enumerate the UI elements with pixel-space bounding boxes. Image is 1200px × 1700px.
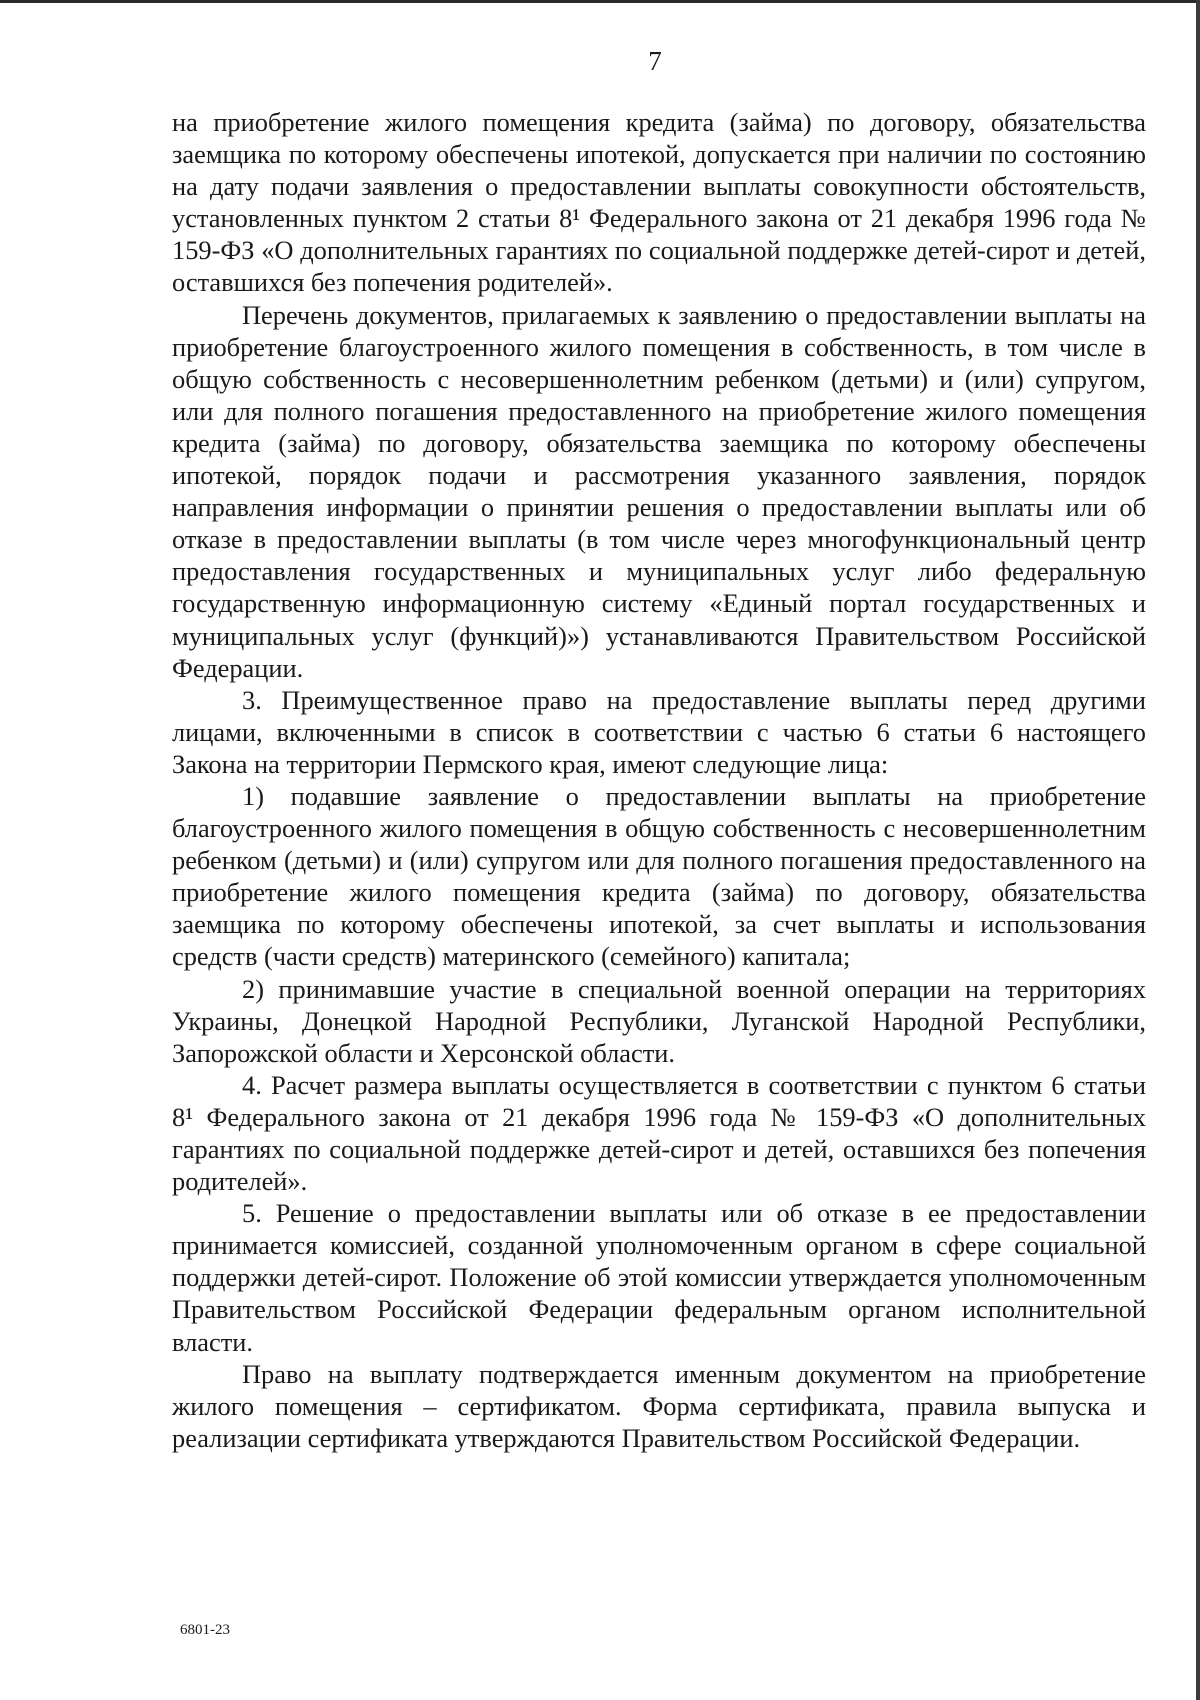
paragraph-clause-3-item-1: 1) подавшие заявление о предоставлении выплаты на приобретение благоустроенного жилого помещения в общую собственность с несовершеннолетним ребенком (детьми) и (или) супругом или для полного погашения предоставленного на приобретение жилого помещения кредита (займа) по договору, обязательства заемщика по которому обеспечены ипотекой, за счет выплаты и использования средств (части средств) материнского (семейного) капитала; <box>172 780 1146 972</box>
document-code: 6801-23 <box>180 1622 230 1638</box>
paragraph-clause-5: 5. Решение о предоставлении выплаты или об отказе в ее предоставлении принимается комиссией, созданной уполномоченным органом в сфере социальной поддержки детей-сирот. Положение об этой комиссии утверждается уполномоченным Правительством Российской Федерации федеральным органом исполнительной власти. <box>172 1198 1146 1357</box>
page-number: 7 <box>648 46 662 76</box>
paragraph-clause-3: 3. Преимущественное право на предоставление выплаты перед другими лицами, включенными в список в соответствии с частью 6 статьи 6 настоящего Закона на территории Пермского края, имеют следующие лица: <box>172 684 1146 779</box>
paragraph-continuation: на приобретение жилого помещения кредита (займа) по договору, обязательства заемщика по которому обеспечены ипотекой, допускается при наличии по состоянию на дату подачи заявления о предоставлении выплаты совокупности обстоятельств, установленных пунктом 2 статьи 8¹ Федерального закона от 21 декабря 1996 года № 159-ФЗ «О дополнительных гарантиях по социальной поддержке детей-сирот и детей, оставшихся без попечения родителей». <box>172 107 1146 298</box>
paragraph-documents-list: Перечень документов, прилагаемых к заявлению о предоставлении выплаты на приобретение благоустроенного жилого помещения в собственность, в том числе в общую собственность с несовершеннолетним ребенком (детьми) и (или) супругом, или для полного погашения предоставленного на приобретение жилого помещения кредита (займа) по договору, обязательства заемщика по которому обеспечены ипотекой, порядок подачи и рассмотрения указанного заявления, порядок направления информации о принятии решения о предоставлении выплаты или об отказе в предоставлении выплаты (в том числе через многофункциональный центр предоставления государственных и муниципальных услуг либо федеральную государственную информационную систему «Единый портал государственных и муниципальных услуг (функций)») устанавливаются Правительством Российской Федерации. <box>172 299 1146 683</box>
paragraph-clause-3-item-2: 2) принимавшие участие в специальной военной операции на территориях Украины, Донецкой Народной Республики, Луганской Народной Республики, Запорожской области и Херсонской области. <box>172 973 1146 1068</box>
scan-edge-top <box>0 0 1200 3</box>
scan-edge-right <box>1196 0 1200 1700</box>
paragraph-certificate: Право на выплату подтверждается именным документом на приобретение жилого помещения – сертификатом. Форма сертификата, правила выпуска и реализации сертификата утверждаются Правительством Российской Федерации. <box>172 1358 1146 1453</box>
document-body <box>172 106 1146 1454</box>
paragraph-clause-4: 4. Расчет размера выплаты осуществляется в соответствии с пунктом 6 статьи 8¹ Федерального закона от 21 декабря 1996 года № 159-ФЗ «О дополнительных гарантиях по социальной поддержке детей-сирот и детей, оставшихся без попечения родителей». <box>172 1069 1146 1197</box>
